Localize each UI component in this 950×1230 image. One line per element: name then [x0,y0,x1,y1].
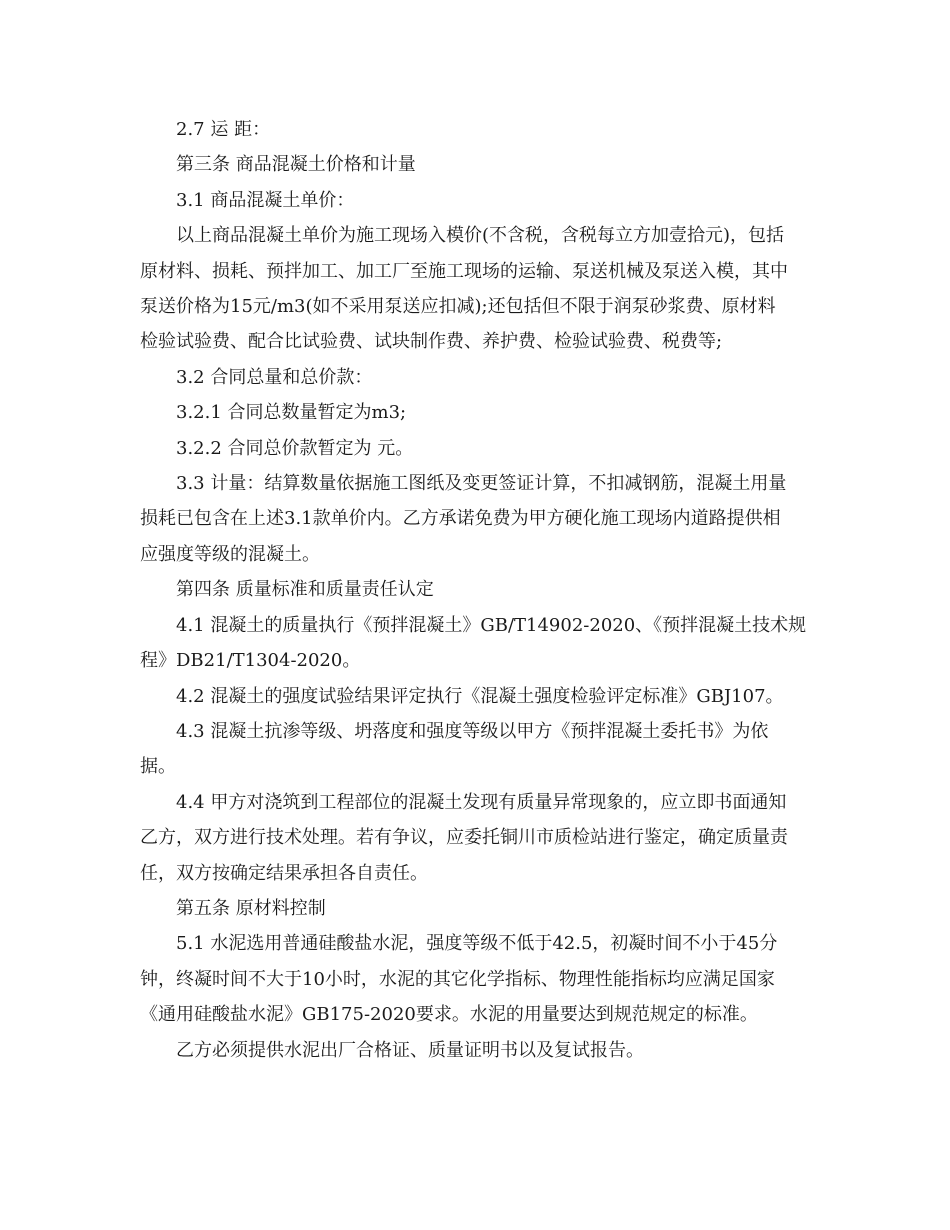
paragraph-line: 任，双方按确定结果承担各自责任。 [140,862,428,884]
paragraph-line: 4.4 甲方对浇筑到工程部位的混凝土发现有质量异常现象的，应立即书面通知 [176,791,787,813]
paragraph-line: 以上商品混凝土单价为施工现场入模价(不含税，含税每立方加壹拾元)，包括 [176,225,785,247]
paragraph-line: 2.7 运 距： [176,119,271,140]
paragraph-line: 泵送价格为15元/m3(如不采用泵送应扣减);还包括但不限于润泵砂浆费、原材料 [140,296,776,318]
paragraph-line: 3.3 计量：结算数量依据施工图纸及变更签证计算，不扣减钢筋，混凝土用量 [176,473,787,495]
document-paragraph [140,466,814,572]
paragraph-line: 4.3 混凝土抗渗等级、坍落度和强度等级以甲方《预拌混凝土委托书》为依 [176,720,769,742]
document-paragraph [140,926,814,1032]
document-paragraph [140,1033,814,1068]
paragraph-line: 应强度等级的混凝土。 [140,543,320,565]
paragraph-line: 3.1 商品混凝土单价： [176,189,355,211]
paragraph-line: 《通用硅酸盐水泥》GB175-2020要求。水泥的用量要达到规范规定的标准。 [140,1004,758,1026]
paragraph-line: 原材料、损耗、预拌加工、加工厂至施工现场的运输、泵送机械及泵送入模，其中 [140,260,788,282]
document-paragraph [140,714,814,785]
document-body [140,112,814,1068]
document-paragraph [140,218,814,360]
document-paragraph [140,112,814,147]
document-paragraph [140,360,814,395]
paragraph-line: 乙方，双方进行技术处理。若有争议，应委托铜川市质检站进行鉴定，确定质量责 [140,827,788,849]
paragraph-line: 第三条 商品混凝土价格和计量 [176,154,416,176]
paragraph-line: 3.2.2 合同总价款暂定为 元。 [176,437,414,459]
paragraph-line: 4.1 混凝土的质量执行《预拌混凝土》GB/T14902-2020、《预拌混凝土技术规 [176,614,807,636]
document-paragraph [140,183,814,218]
document-paragraph [140,431,814,466]
paragraph-line: 乙方必须提供水泥出厂合格证、质量证明书以及复试报告。 [176,1039,644,1061]
paragraph-line: 据。 [140,756,176,778]
paragraph-line: 5.1 水泥选用普通硅酸盐水泥，强度等级不低于42.5，初凝时间不小于45分 [176,933,778,955]
document-paragraph [140,679,814,714]
document-paragraph [140,572,814,607]
paragraph-line: 第五条 原材料控制 [176,897,326,919]
paragraph-line: 第四条 质量标准和质量责任认定 [176,579,434,601]
document-paragraph [140,608,814,679]
document-paragraph [140,785,814,891]
paragraph-line: 钟，终凝时间不大于10小时，水泥的其它化学指标、物理性能指标均应满足国家 [140,968,775,990]
paragraph-line: 程》DB21/T1304-2020。 [140,650,361,672]
paragraph-line: 3.2.1 合同总数量暂定为m3; [176,402,407,424]
paragraph-line: 检验试验费、配合比试验费、试块制作费、养护费、检验试验费、税费等; [140,331,723,353]
paragraph-line: 损耗已包含在上述3.1款单价内。乙方承诺免费为甲方硬化施工现场内道路提供相 [140,508,781,530]
paragraph-line: 4.2 混凝土的强度试验结果评定执行《混凝土强度检验评定标准》GBJ107。 [176,685,784,707]
document-paragraph [140,891,814,926]
document-paragraph [140,147,814,182]
document-paragraph [140,395,814,430]
paragraph-line: 3.2 合同总量和总价款： [176,366,373,388]
